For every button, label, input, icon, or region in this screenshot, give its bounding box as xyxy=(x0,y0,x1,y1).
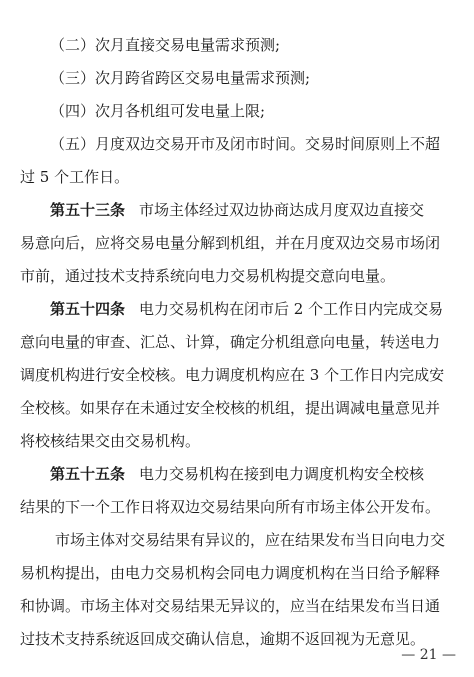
article-55-line: 市场主体对交易结果有异议的，应在结果发布当日向电力交 xyxy=(55,531,446,549)
article-55-text: 电力交易机构在接到电力调度机构安全校核 xyxy=(139,465,425,483)
article-54-line: 意向电量的审查、汇总、计算，确定分机组意向电量，转送电力 xyxy=(20,333,441,351)
article-54-line: 将校核结果交由交易机构。 xyxy=(20,432,201,450)
article-53-number: 第五十三条 xyxy=(50,201,126,219)
article-55-line: 和协调。市场主体对交易结果无异议的，应当在结果发布当日通 xyxy=(20,597,441,615)
article-53-text: 市场主体经过双边协商达成月度双边直接交 xyxy=(139,201,425,219)
article-54-line: 全校核。如果存在未通过安全校核的机组，提出调减电量意见并 xyxy=(20,399,441,417)
article-54-first-line xyxy=(50,294,460,324)
article-54-text: 电力交易机构在闭市后 2 个工作日内完成交易 xyxy=(139,300,444,318)
article-53-line: 易意向后，应将交易电量分解到机组，并在月度双边交易市场闭 xyxy=(20,234,441,252)
article-53-first-line xyxy=(50,195,460,225)
article-55-number: 第五十五条 xyxy=(50,465,126,483)
document-page xyxy=(20,0,460,677)
list-item: （五）月度双边交易开市及闭市时间。交易时间原则上不超 xyxy=(50,135,441,153)
page-number: — 21 — xyxy=(401,647,456,663)
article-55-line: 结果的下一个工作日将双边交易结果向所有市场主体公开发布。 xyxy=(20,498,441,516)
article-55-line: 易机构提出，由电力交易机构会同电力调度机构在当日给予解释 xyxy=(20,564,441,582)
article-54-number: 第五十四条 xyxy=(50,300,126,318)
list-item-continuation: 过 5 个工作日。 xyxy=(20,168,130,186)
list-item: （二）次月直接交易电量需求预测; xyxy=(50,36,281,54)
article-55-line: 过技术支持系统返回成交确认信息，逾期不返回视为无意见。 xyxy=(20,630,426,648)
article-53-line: 市前，通过技术支持系统向电力交易机构提交意向电量。 xyxy=(20,267,396,285)
article-55-first-line xyxy=(50,459,460,489)
article-54-line: 调度机构进行安全校核。电力调度机构应在 3 个工作日内完成安 xyxy=(20,366,445,384)
list-item: （四）次月各机组可发电量上限; xyxy=(50,102,266,120)
list-item: （三）次月跨省跨区交易电量需求预测; xyxy=(50,69,311,87)
